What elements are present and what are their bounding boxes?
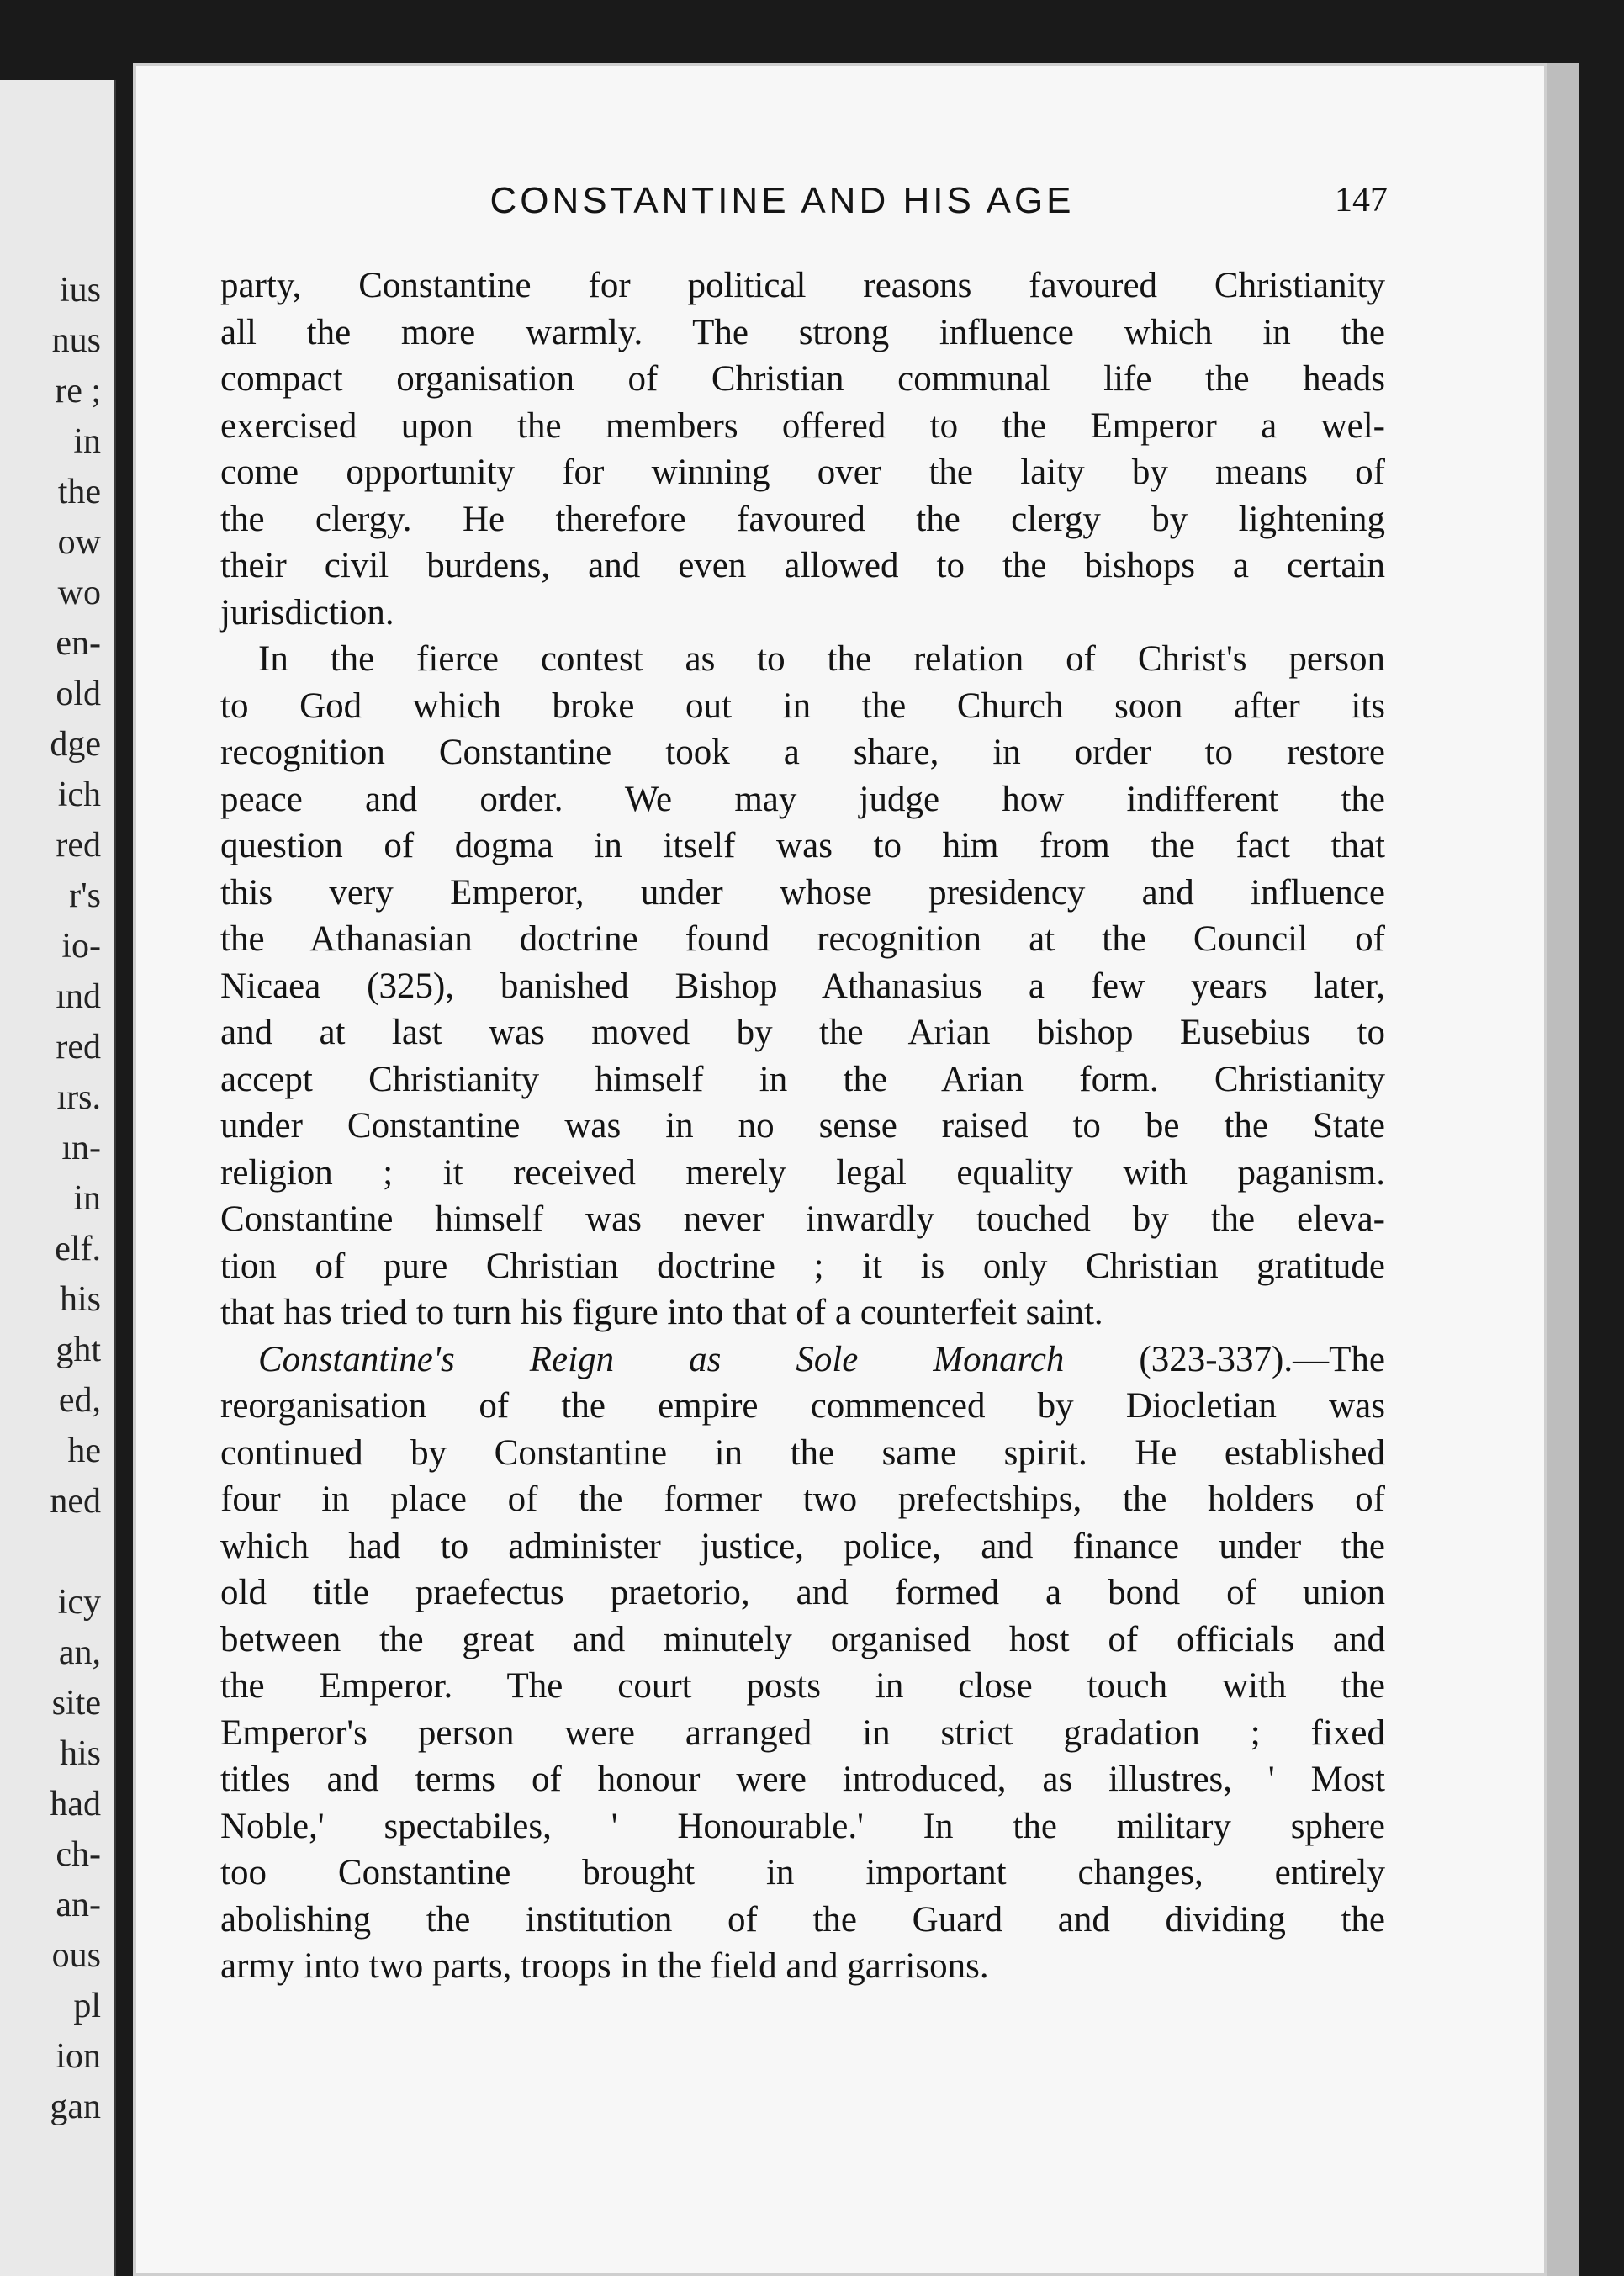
left-fragment: ght bbox=[56, 1331, 101, 1369]
left-fragment: ich bbox=[57, 775, 101, 814]
left-fragment: ed, bbox=[58, 1381, 101, 1420]
left-fragment: his bbox=[59, 1280, 101, 1319]
text-line: between the great and minutely organised host of officials and bbox=[220, 1619, 1385, 1659]
text-line: party, Constantine for political reasons favoured Christianity bbox=[220, 266, 1385, 305]
left-fragment: ius bbox=[59, 271, 101, 310]
text-line: peace and order. We may judge how indifferent the bbox=[220, 779, 1385, 819]
paragraph-3 bbox=[220, 1336, 1385, 1990]
left-fragment: icy bbox=[57, 1583, 101, 1622]
page-edge-shadow bbox=[1547, 63, 1579, 2276]
paragraph-1 bbox=[220, 262, 1385, 636]
text-line: the clergy. He therefore favoured the clergy by lightening bbox=[220, 499, 1385, 539]
text-line: this very Emperor, under whose presidency and influence bbox=[220, 872, 1385, 913]
section-heading-line bbox=[220, 1336, 1385, 1384]
left-fragment: an, bbox=[58, 1633, 101, 1672]
text-line: the Athanasian doctrine found recognition at the Council of bbox=[220, 919, 1385, 959]
page-number: 147 bbox=[1335, 181, 1388, 220]
text-line: under Constantine was in no sense raised to be the State bbox=[220, 1106, 1385, 1146]
left-fragment: en- bbox=[56, 624, 101, 663]
text-line: Noble,' spectabiles, ' Honourable.' In the military sphere bbox=[220, 1806, 1385, 1846]
text-line: all the more warmly. The strong influence which in the bbox=[220, 312, 1385, 352]
body-text bbox=[220, 262, 1385, 1990]
text-line: abolishing the institution of the Guard and dividing the bbox=[220, 1899, 1385, 1940]
left-fragment: ırs. bbox=[56, 1078, 101, 1117]
text-line: to God which broke out in the Church soon after its bbox=[220, 685, 1385, 726]
text-line: Constantine himself was never inwardly touched by the eleva- bbox=[220, 1199, 1385, 1239]
text-line: jurisdiction. bbox=[220, 592, 394, 633]
text-line: recognition Constantine took a share, in order to restore bbox=[220, 733, 1385, 772]
section-heading: Constantine's Reign as Sole Monarch bbox=[258, 1339, 1065, 1379]
text-line: their civil burdens, and even allowed to the bishops a certain bbox=[220, 546, 1385, 585]
text-line: tion of pure Christian doctrine ; it is only Christian gratitude bbox=[220, 1246, 1385, 1286]
left-fragment: r's bbox=[69, 876, 101, 915]
left-fragment: ın- bbox=[61, 1129, 101, 1167]
text-line: and at last was moved by the Arian bishop Eusebius to bbox=[220, 1013, 1385, 1052]
left-fragment: in bbox=[73, 422, 101, 461]
left-fragment: an- bbox=[56, 1886, 101, 1924]
left-fragment: had bbox=[50, 1785, 101, 1823]
text-line: the Emperor. The court posts in close touch with the bbox=[220, 1666, 1385, 1706]
running-title: CONSTANTINE AND HIS AGE bbox=[489, 180, 1075, 221]
text-line: four in place of the former two prefectships, the holders of bbox=[220, 1479, 1385, 1519]
text-line: In the fierce contest as to the relation of Christ's person bbox=[258, 639, 1385, 679]
left-fragment: pl bbox=[73, 1987, 101, 2025]
left-fragment: ınd bbox=[56, 977, 101, 1016]
left-fragment: site bbox=[51, 1684, 101, 1723]
left-fragment: ned bbox=[50, 1482, 101, 1521]
left-fragment: his bbox=[59, 1734, 101, 1773]
left-fragment: gan bbox=[50, 2088, 101, 2126]
text-line: religion ; it received merely legal equality with paganism. bbox=[220, 1152, 1385, 1193]
left-fragment: he bbox=[67, 1432, 101, 1470]
text-line: Nicaea (325), banished Bishop Athanasius a few years later, bbox=[220, 966, 1385, 1006]
left-fragment: red bbox=[56, 1028, 101, 1067]
left-page-edge bbox=[0, 80, 116, 2276]
text-line: continued by Constantine in the same spirit. He established bbox=[220, 1432, 1385, 1473]
text-line: army into two parts, troops in the field and garrisons. bbox=[220, 1946, 989, 1986]
text-line: too Constantine brought in important changes, entirely bbox=[220, 1853, 1385, 1892]
page-header bbox=[278, 180, 1388, 239]
left-fragment: elf. bbox=[55, 1230, 101, 1268]
left-fragment: io- bbox=[61, 927, 101, 966]
text-line: question of dogma in itself was to him from the fact that bbox=[220, 826, 1385, 865]
left-fragment: wo bbox=[57, 574, 101, 612]
left-fragment: dge bbox=[50, 725, 101, 764]
text-line: accept Christianity himself in the Arian form. Christianity bbox=[220, 1059, 1385, 1099]
text-line: Emperor's person were arranged in strict gradation ; fixed bbox=[220, 1712, 1385, 1753]
text-line: compact organisation of Christian communal life the heads bbox=[220, 359, 1385, 399]
left-fragment: the bbox=[57, 473, 101, 511]
text-line: exercised upon the members offered to the Emperor a wel- bbox=[220, 405, 1385, 446]
left-fragment: ion bbox=[56, 2037, 101, 2076]
section-heading-dash: —The bbox=[1293, 1339, 1385, 1379]
paragraph-2 bbox=[220, 636, 1385, 1336]
text-line: old title praefectus praetorio, and formed a bond of union bbox=[220, 1573, 1385, 1612]
left-fragment: ow bbox=[57, 523, 101, 562]
left-fragment bbox=[0, 1527, 101, 1577]
text-line: that has tried to turn his figure into that of a counterfeit saint. bbox=[220, 1293, 1103, 1332]
text-line: come opportunity for winning over the laity by means of bbox=[220, 453, 1385, 492]
left-fragment: re ; bbox=[55, 372, 101, 410]
left-fragment: ous bbox=[51, 1936, 101, 1975]
left-fragment: red bbox=[56, 826, 101, 865]
text-line: which had to administer justice, police, and finance under the bbox=[220, 1526, 1385, 1566]
left-fragment: ch- bbox=[56, 1835, 101, 1874]
left-page-fragments bbox=[0, 265, 101, 2132]
left-fragment: nus bbox=[51, 321, 101, 360]
left-fragment: in bbox=[73, 1179, 101, 1218]
text-line: reorganisation of the empire commenced by Diocletian was bbox=[220, 1386, 1385, 1426]
section-heading-dates: (323-337). bbox=[1139, 1339, 1293, 1379]
text-line: titles and terms of honour were introduced, as illustres, ' Most bbox=[220, 1760, 1385, 1799]
left-fragment: old bbox=[56, 675, 101, 713]
